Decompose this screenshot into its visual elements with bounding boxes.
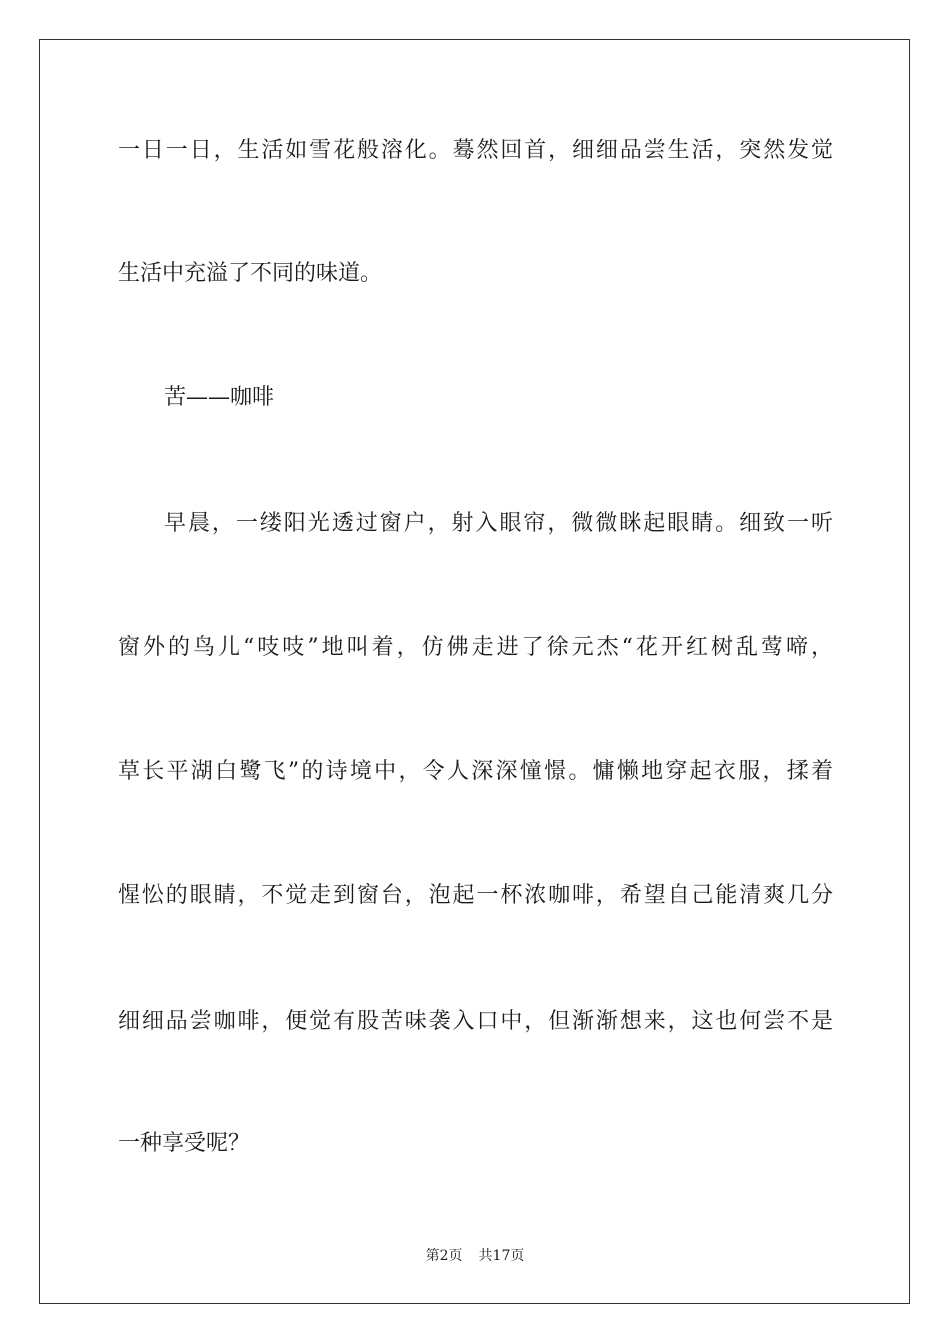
paragraph-line: 惺忪的眼睛，不觉走到窗台，泡起一杯浓咖啡，希望自己能清爽几分 xyxy=(118,883,833,908)
paragraph-line: 早晨，一缕阳光透过窗户，射入眼帘，微微眯起眼睛。细致一听 xyxy=(164,511,833,536)
page-border xyxy=(39,39,910,1304)
paragraph-line: 生活中充溢了不同的味道。 xyxy=(118,261,383,286)
page-footer xyxy=(0,1245,950,1265)
paragraph-line: 窗外的鸟儿“吱吱”地叫着，仿佛走进了徐元杰“花开红树乱莺啼， xyxy=(118,635,833,660)
page-number: 第2页 xyxy=(425,1248,463,1264)
paragraph-line: 一日一日，生活如雪花般溶化。蓦然回首，细细品尝生活，突然发觉 xyxy=(118,138,833,163)
paragraph-line: 细细品尝咖啡，便觉有股苦味袭入口中，但渐渐想来，这也何尝不是 xyxy=(118,1009,833,1034)
total-pages: 共17页 xyxy=(478,1248,525,1264)
section-heading: 苦——咖啡 xyxy=(164,385,275,410)
paragraph-line: 一种享受呢？ xyxy=(118,1131,251,1156)
paragraph-line: 草长平湖白鹭飞”的诗境中，令人深深憧憬。慵懒地穿起衣服，揉着 xyxy=(118,759,833,784)
